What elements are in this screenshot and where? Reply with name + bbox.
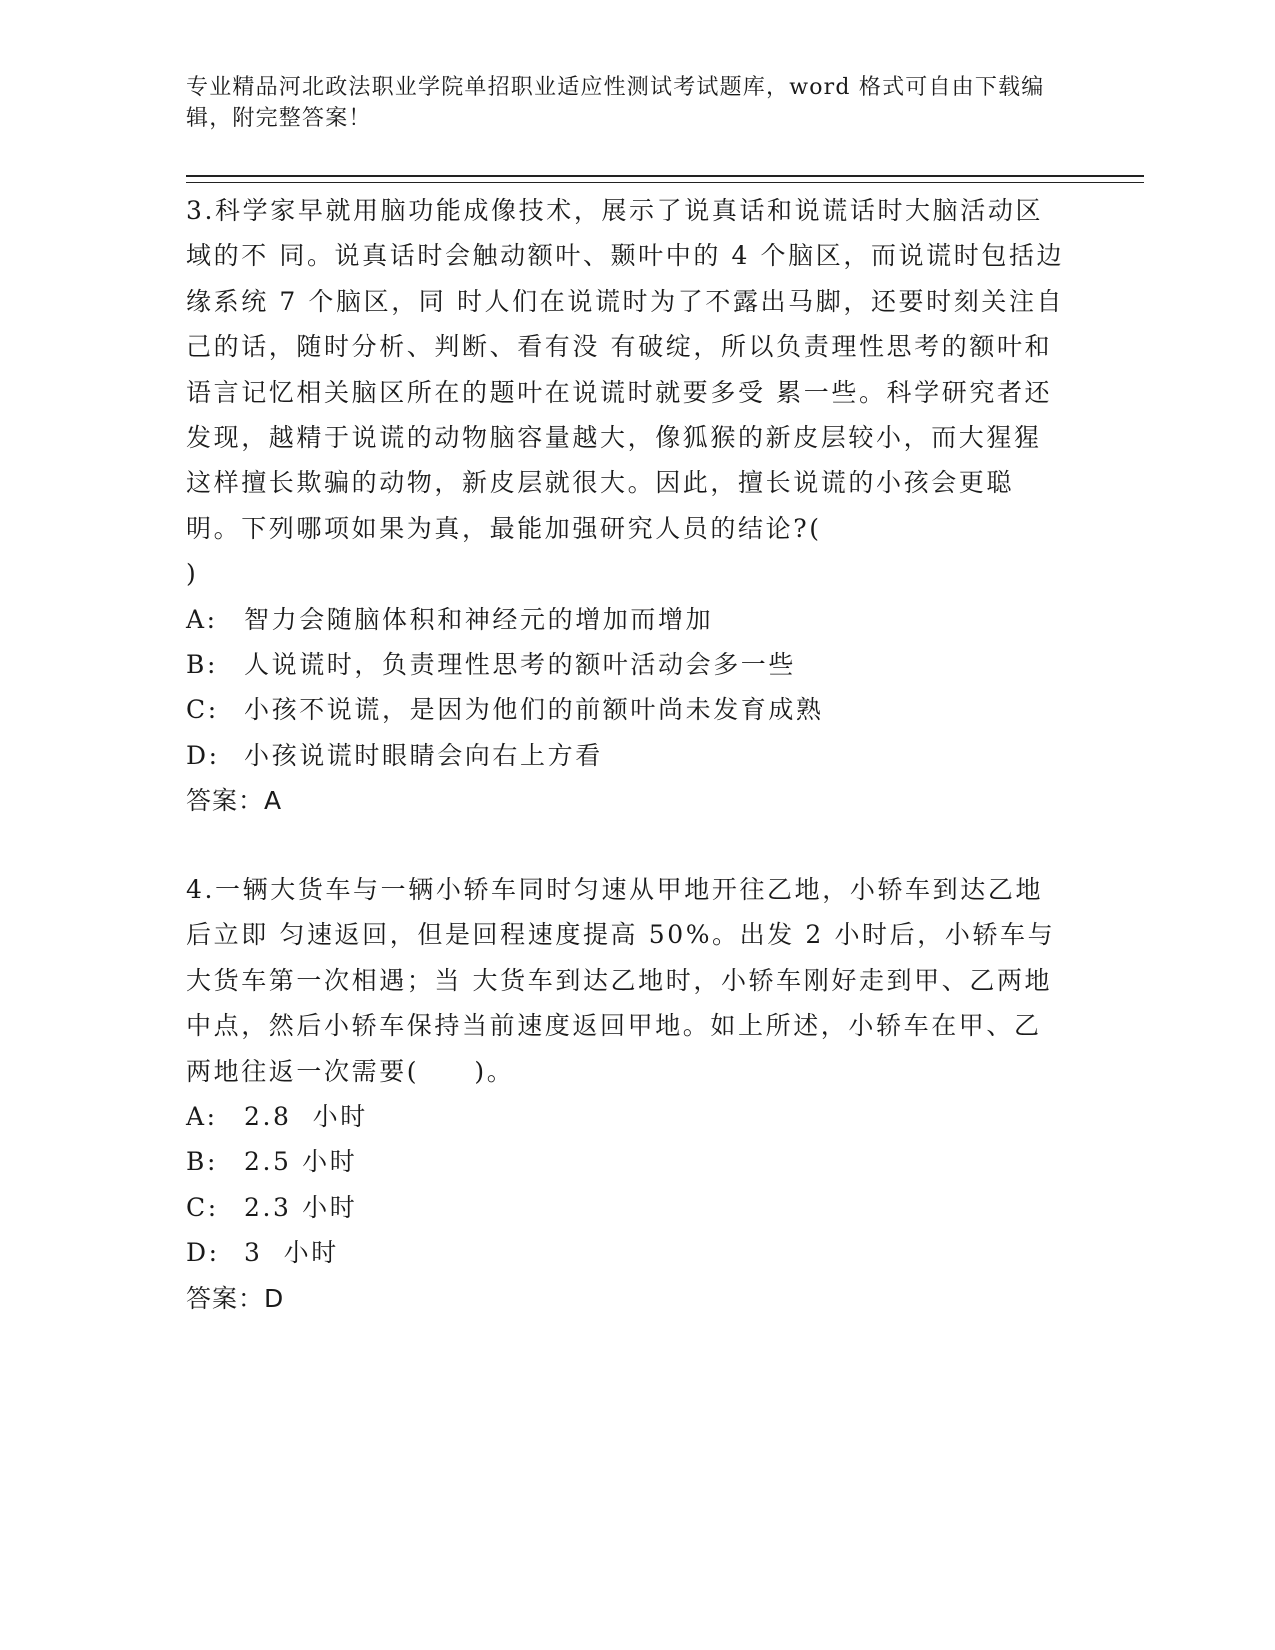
option-key: B: [186, 1147, 218, 1177]
option-key: C: [186, 1192, 219, 1222]
header-rule-thin [186, 182, 1144, 183]
option-key: C: [186, 695, 219, 725]
option-text: 小孩不说谎，是因为他们的前额叶尚未发育成熟 [244, 695, 824, 725]
option-b [186, 642, 1066, 687]
option-text: 2.3 小时 [244, 1192, 358, 1222]
option-d [186, 1230, 1066, 1275]
header-rule-thick [186, 175, 1144, 177]
option-text: 3 小时 [244, 1238, 339, 1268]
option-key: B: [186, 650, 218, 680]
header-text: 专业精品河北政法职业学院单招职业适应性测试考试题库，word 格式可自由下载编辑，附完整答案！ [186, 75, 1045, 131]
option-text: 小孩说谎时眼睛会向右上方看 [244, 740, 603, 770]
option-key: A: [186, 604, 218, 634]
option-a [186, 1094, 1066, 1139]
answer: 答案：D [186, 1283, 285, 1313]
question-text: 3.科学家早就用脑功能成像技术，展示了说真话和说谎话时大脑活动区域的不 同。说真话时会触动额叶、颞叶中的 4 个脑区，而说谎时包括边缘系统 7 个脑区，同 时人们在说谎时为了不露出马脚，还要时刻关注自己的话，随时分析、判断、看有没 有破绽，所以负责理性思考的额叶和语言记忆相关脑区所在的题叶在说谎时就要多受 累一些。科学研究者还发现，越精于说谎的动物脑容量越大，像狐猴的新皮层较小，而大猩猩这样擅长欺骗的动物，新皮层就很大。因此，擅长说谎的小孩会更聪明。下列哪项如果为真，最能加强研究人员的结论?( ) [186, 196, 1065, 589]
answer: 答案：A [186, 786, 283, 816]
option-b [186, 1139, 1066, 1184]
option-text: 2.8 小时 [244, 1102, 368, 1132]
document-header [186, 72, 1086, 134]
option-c [186, 687, 1066, 732]
question-4 [186, 867, 1066, 1321]
option-key: D: [186, 1238, 220, 1268]
option-d [186, 733, 1066, 778]
option-text: 人说谎时，负责理性思考的额叶活动会多一些 [244, 650, 797, 680]
option-a [186, 597, 1066, 642]
option-text: 智力会随脑体积和神经元的增加而增加 [244, 604, 714, 634]
option-text: 2.5 小时 [244, 1147, 358, 1177]
question-3 [186, 188, 1066, 824]
option-key: A: [186, 1102, 218, 1132]
option-key: D: [186, 740, 220, 770]
question-text: 4.一辆大货车与一辆小轿车同时匀速从甲地开往乙地，小轿车到达乙地后立即 匀速返回，但是回程速度提高 50%。出发 2 小时后，小轿车与大货车第一次相遇；当 大货车到达乙地时，小轿车刚好走到甲、乙两地中点，然后小轿车保持当前速度返回甲地。如上所述，小轿车在甲、乙两地往返一次需要( )。 [186, 875, 1056, 1086]
option-c [186, 1185, 1066, 1230]
